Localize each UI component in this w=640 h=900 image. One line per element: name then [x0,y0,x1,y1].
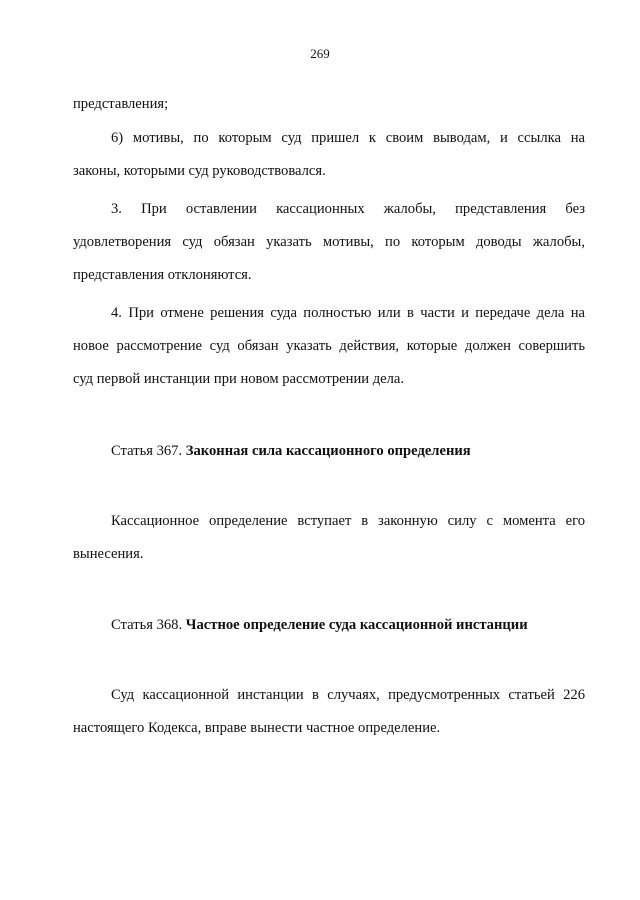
text-line: вынесения. [73,546,144,562]
paragraph-continuation [73,88,585,121]
text-line: новое рассмотрение суд обязан указать действия, которые должен совершить [73,338,585,354]
paragraph-article-368 [73,679,585,745]
text-line: Кассационное определение вступает в законную силу с момента его [111,513,585,529]
text-line: 3. При оставлении кассационных жалобы, представления без [111,201,585,217]
text-line: суд первой инстанции при новом рассмотрении дела. [73,371,405,387]
paragraph-article-367 [73,505,585,571]
paragraph-part-4 [73,297,585,396]
text-line: настоящего Кодекса, вправе вынести частное определение. [73,720,441,736]
text-line: представления; [73,96,169,112]
article-title: Частное определение суда кассационной инстанции [185,617,528,633]
article-368-heading [111,615,528,635]
paragraph-part-3 [73,193,585,292]
paragraph-item-6 [73,122,585,188]
text-line: Суд кассационной инстанции в случаях, предусмотренных статьей 226 [111,687,585,703]
page-number: 269 [310,46,330,61]
text-line: представления отклоняются. [73,267,252,283]
text-line: 4. При отмене решения суда полностью или в части и передаче дела на [111,305,585,321]
article-367-heading [111,441,471,461]
article-label: Статья 368. [111,617,183,633]
article-label: Статья 367. [111,443,183,459]
text-line: удовлетворения суд обязан указать мотивы, по которым доводы жалобы, [73,234,585,250]
text-line: 6) мотивы, по которым суд пришел к своим выводам, и ссылка на [111,130,585,146]
article-title: Законная сила кассационного определения [185,443,471,459]
text-line: законы, которыми суд руководствовался. [73,163,326,179]
